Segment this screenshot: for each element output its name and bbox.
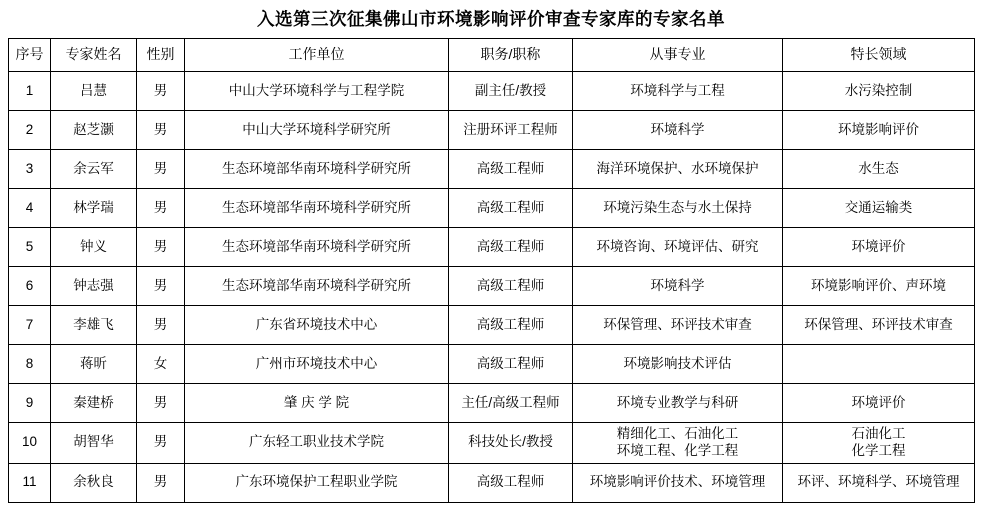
cell-name: 林学瑞 bbox=[51, 189, 137, 228]
table-row bbox=[9, 384, 975, 423]
cell-sex: 男 bbox=[137, 111, 185, 150]
table-row bbox=[9, 228, 975, 267]
table-header bbox=[9, 39, 975, 72]
cell-sex: 女 bbox=[137, 345, 185, 384]
cell-index: 3 bbox=[9, 150, 51, 189]
cell-major: 海洋环境保护、水环境保护 bbox=[573, 150, 783, 189]
cell-index: 9 bbox=[9, 384, 51, 423]
page-title: 入选第三次征集佛山市环境影响评价审查专家库的专家名单 bbox=[257, 9, 725, 29]
cell-org: 广东省环境技术中心 bbox=[185, 306, 449, 345]
table-container bbox=[0, 38, 982, 503]
cell-name: 吕慧 bbox=[51, 72, 137, 111]
column-header-major: 从事专业 bbox=[573, 39, 783, 72]
cell-title: 注册环评工程师 bbox=[449, 111, 573, 150]
table-header-row bbox=[9, 39, 975, 72]
cell-org: 生态环境部华南环境科学研究所 bbox=[185, 189, 449, 228]
cell-title: 副主任/教授 bbox=[449, 72, 573, 111]
column-header-index: 序号 bbox=[9, 39, 51, 72]
table-row bbox=[9, 306, 975, 345]
cell-field: 环境评价 bbox=[783, 228, 975, 267]
cell-sex: 男 bbox=[137, 150, 185, 189]
cell-name: 胡智华 bbox=[51, 423, 137, 464]
cell-title: 高级工程师 bbox=[449, 267, 573, 306]
cell-org: 广东环境保护工程职业学院 bbox=[185, 463, 449, 502]
cell-org: 广州市环境技术中心 bbox=[185, 345, 449, 384]
cell-major: 环保管理、环评技术审查 bbox=[573, 306, 783, 345]
cell-major: 环境影响技术评估 bbox=[573, 345, 783, 384]
table-row bbox=[9, 189, 975, 228]
cell-name: 李雄飞 bbox=[51, 306, 137, 345]
cell-major: 环境科学 bbox=[573, 111, 783, 150]
cell-field: 环境影响评价、声环境 bbox=[783, 267, 975, 306]
cell-field: 环境影响评价 bbox=[783, 111, 975, 150]
cell-title: 高级工程师 bbox=[449, 150, 573, 189]
cell-title: 高级工程师 bbox=[449, 463, 573, 502]
cell-name: 赵芝灏 bbox=[51, 111, 137, 150]
cell-title: 科技处长/教授 bbox=[449, 423, 573, 464]
cell-sex: 男 bbox=[137, 306, 185, 345]
cell-major: 环境影响评价技术、环境管理 bbox=[573, 463, 783, 502]
column-header-field: 特长领域 bbox=[783, 39, 975, 72]
cell-major: 环境专业教学与科研 bbox=[573, 384, 783, 423]
column-header-sex: 性别 bbox=[137, 39, 185, 72]
table-row bbox=[9, 150, 975, 189]
table-row bbox=[9, 463, 975, 502]
cell-sex: 男 bbox=[137, 228, 185, 267]
cell-index: 10 bbox=[9, 423, 51, 464]
cell-major: 环境科学 bbox=[573, 267, 783, 306]
cell-org: 生态环境部华南环境科学研究所 bbox=[185, 267, 449, 306]
column-header-name: 专家姓名 bbox=[51, 39, 137, 72]
cell-index: 11 bbox=[9, 463, 51, 502]
cell-name: 余秋良 bbox=[51, 463, 137, 502]
table-row bbox=[9, 111, 975, 150]
cell-org: 中山大学环境科学与工程学院 bbox=[185, 72, 449, 111]
column-header-org: 工作单位 bbox=[185, 39, 449, 72]
cell-index: 6 bbox=[9, 267, 51, 306]
cell-field: 环保管理、环评技术审查 bbox=[783, 306, 975, 345]
cell-major: 环境咨询、环境评估、研究 bbox=[573, 228, 783, 267]
cell-org: 肇 庆 学 院 bbox=[185, 384, 449, 423]
table-body bbox=[9, 72, 975, 503]
cell-name: 秦建桥 bbox=[51, 384, 137, 423]
expert-list-table bbox=[8, 38, 975, 503]
cell-title: 主任/高级工程师 bbox=[449, 384, 573, 423]
table-row bbox=[9, 267, 975, 306]
cell-title: 高级工程师 bbox=[449, 345, 573, 384]
cell-name: 余云军 bbox=[51, 150, 137, 189]
cell-name: 钟义 bbox=[51, 228, 137, 267]
cell-index: 1 bbox=[9, 72, 51, 111]
cell-name: 钟志强 bbox=[51, 267, 137, 306]
cell-sex: 男 bbox=[137, 189, 185, 228]
cell-field: 水生态 bbox=[783, 150, 975, 189]
cell-major: 精细化工、石油化工 环境工程、化学工程 bbox=[573, 423, 783, 464]
cell-index: 7 bbox=[9, 306, 51, 345]
table-row bbox=[9, 423, 975, 464]
cell-index: 5 bbox=[9, 228, 51, 267]
cell-field bbox=[783, 345, 975, 384]
cell-index: 2 bbox=[9, 111, 51, 150]
cell-field: 交通运输类 bbox=[783, 189, 975, 228]
cell-field: 石油化工 化学工程 bbox=[783, 423, 975, 464]
column-header-title: 职务/职称 bbox=[449, 39, 573, 72]
cell-title: 高级工程师 bbox=[449, 228, 573, 267]
cell-field: 环评、环境科学、环境管理 bbox=[783, 463, 975, 502]
table-row bbox=[9, 72, 975, 111]
cell-index: 4 bbox=[9, 189, 51, 228]
cell-title: 高级工程师 bbox=[449, 189, 573, 228]
cell-sex: 男 bbox=[137, 463, 185, 502]
cell-field: 水污染控制 bbox=[783, 72, 975, 111]
cell-org: 广东轻工职业技术学院 bbox=[185, 423, 449, 464]
cell-sex: 男 bbox=[137, 423, 185, 464]
cell-title: 高级工程师 bbox=[449, 306, 573, 345]
cell-major: 环境科学与工程 bbox=[573, 72, 783, 111]
cell-sex: 男 bbox=[137, 72, 185, 111]
cell-org: 生态环境部华南环境科学研究所 bbox=[185, 150, 449, 189]
table-row bbox=[9, 345, 975, 384]
cell-sex: 男 bbox=[137, 267, 185, 306]
cell-sex: 男 bbox=[137, 384, 185, 423]
cell-field: 环境评价 bbox=[783, 384, 975, 423]
cell-name: 蒋昕 bbox=[51, 345, 137, 384]
cell-org: 中山大学环境科学研究所 bbox=[185, 111, 449, 150]
cell-org: 生态环境部华南环境科学研究所 bbox=[185, 228, 449, 267]
cell-major: 环境污染生态与水土保持 bbox=[573, 189, 783, 228]
cell-index: 8 bbox=[9, 345, 51, 384]
